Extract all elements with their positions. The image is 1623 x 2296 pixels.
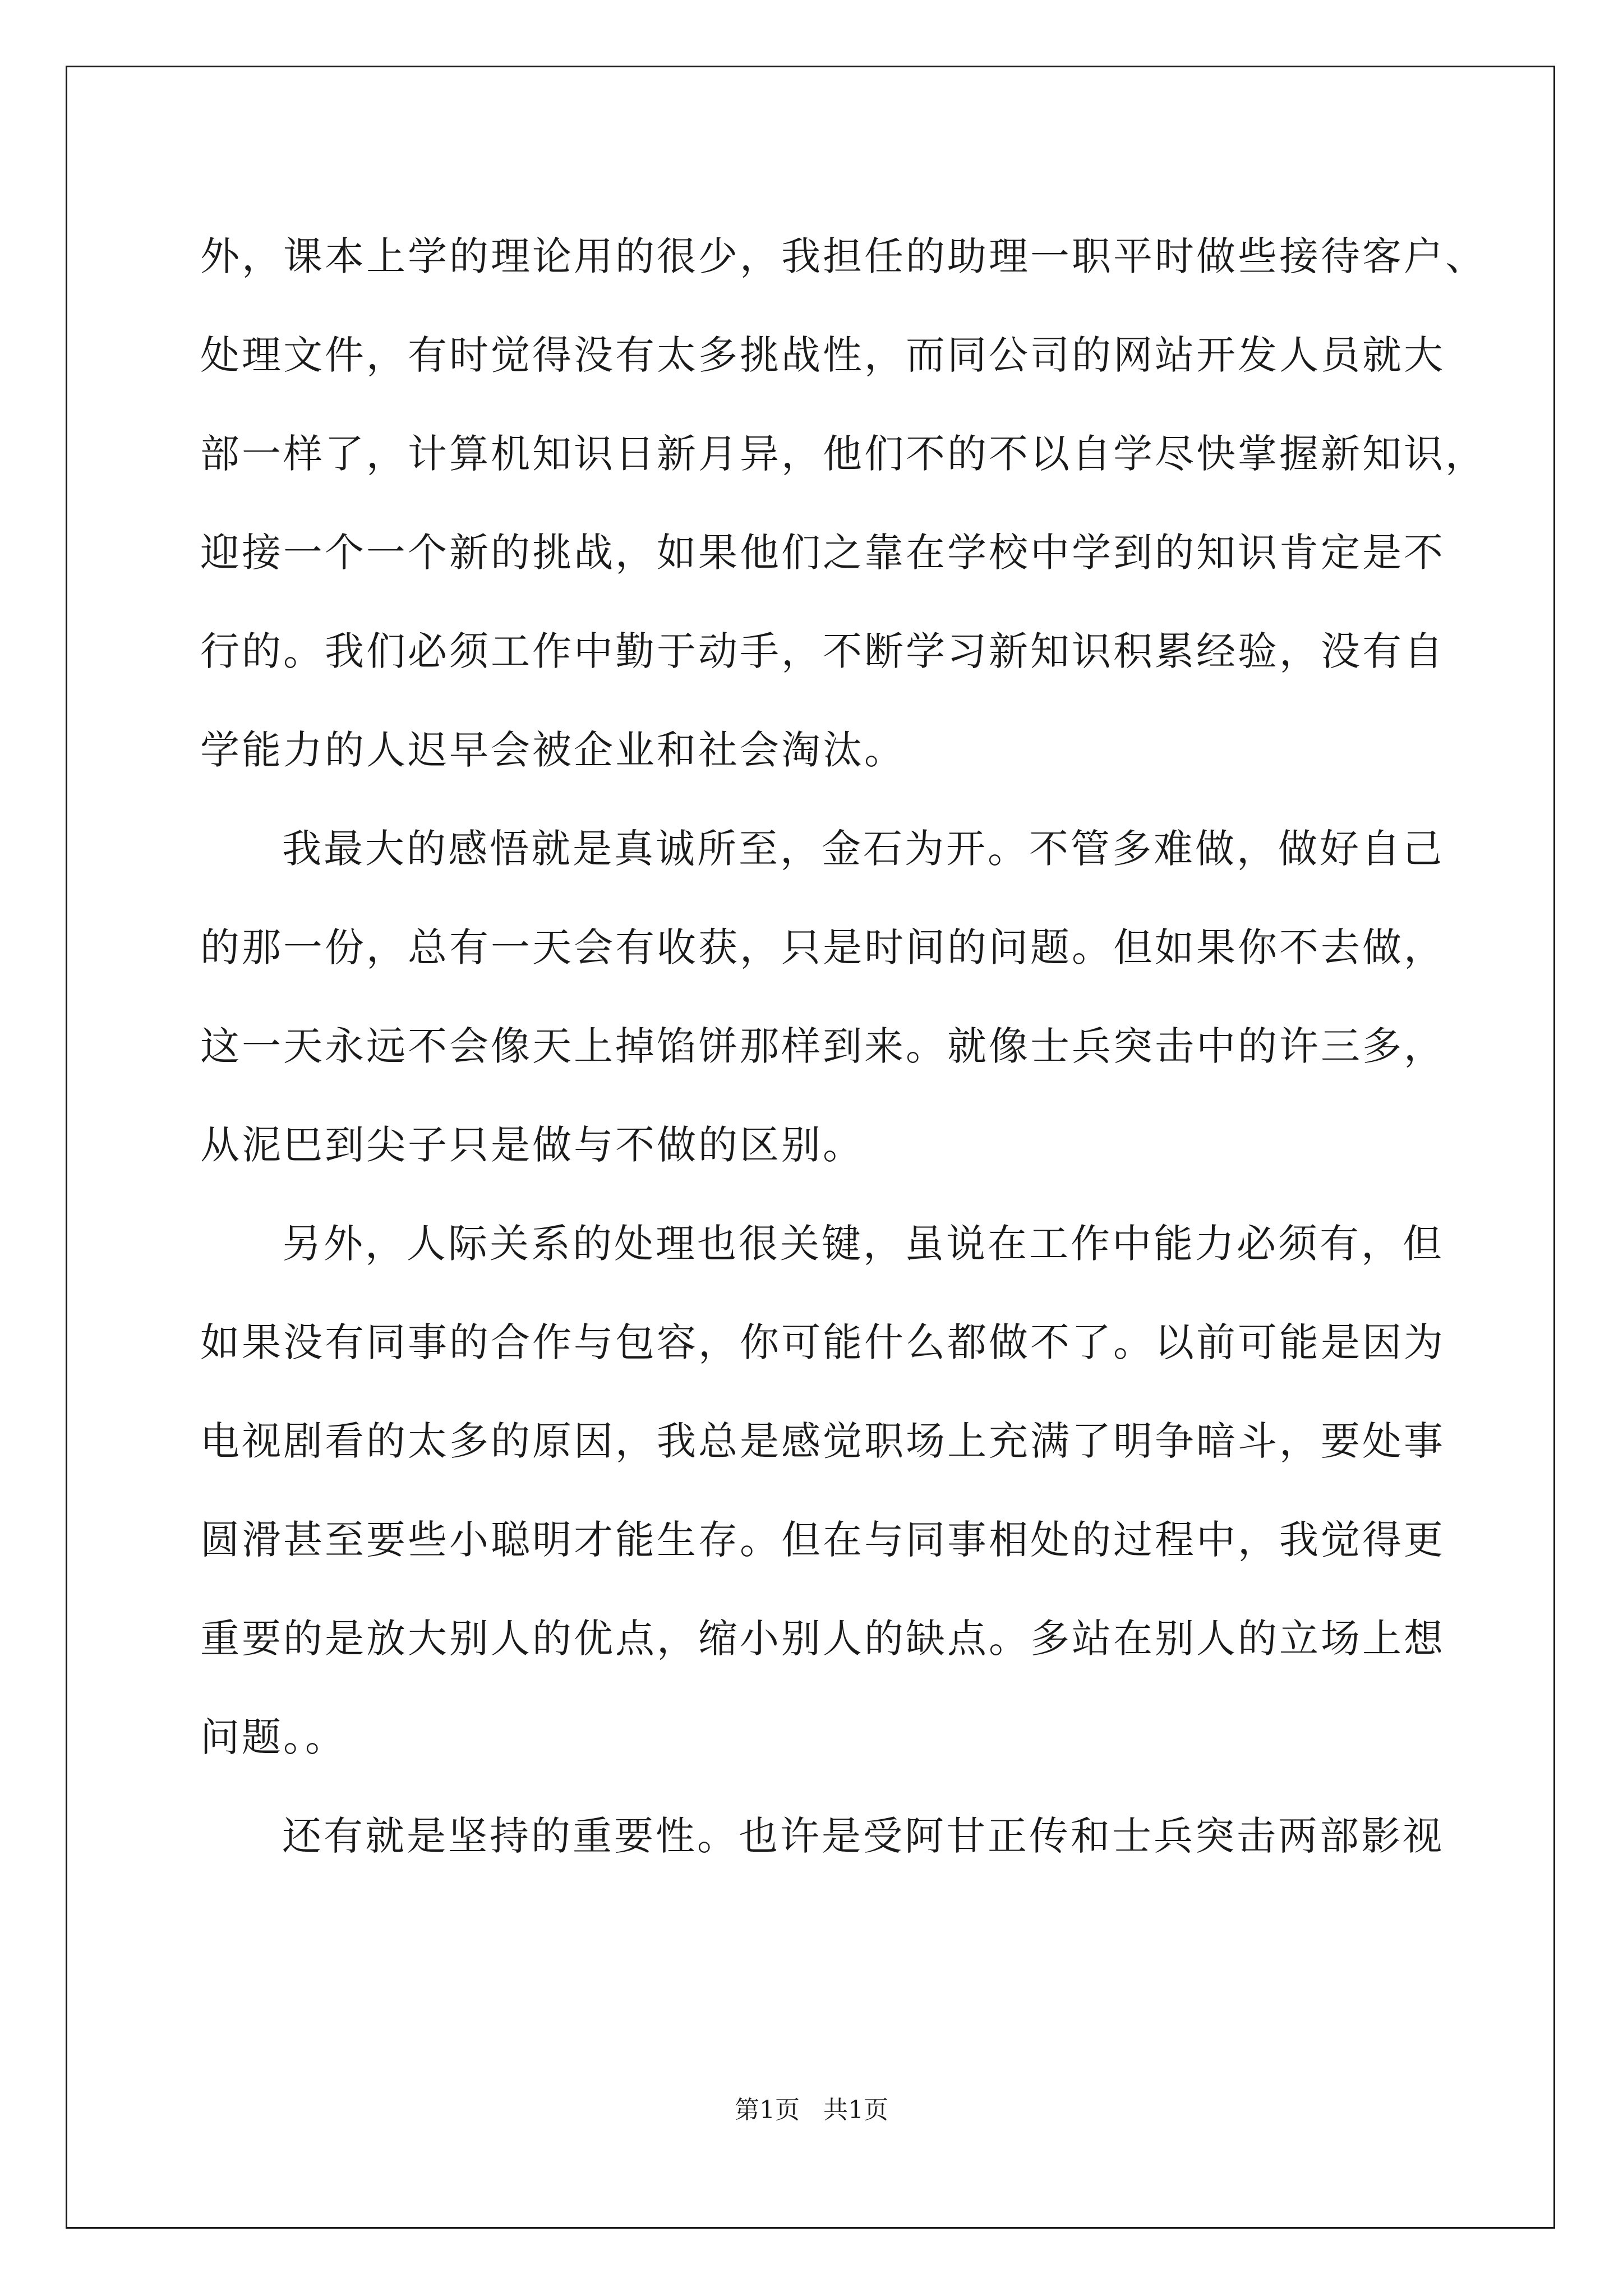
- text-line: 我最大的感悟就是真诚所至，金石为开。不管多难做，做好自己: [282, 826, 1444, 872]
- text-line: 问题。。: [200, 1714, 347, 1760]
- text-line: 另外，人际关系的处理也很关键，虽说在工作中能力必须有，但: [282, 1221, 1444, 1267]
- text-line: 的那一份，总有一天会有收获，只是时间的问题。但如果你不去做，: [200, 924, 1445, 970]
- text-line: 圆滑甚至要些小聪明才能生存。但在与同事相处的过程中，我觉得更: [200, 1517, 1445, 1563]
- text-line: 迎接一个一个新的挑战，如果他们之靠在学校中学到的知识肯定是不: [200, 530, 1445, 576]
- text-line: 从泥巴到尖子只是做与不做的区别。: [200, 1122, 864, 1168]
- text-line: 电视剧看的太多的原因，我总是感觉职场上充满了明争暗斗，要处事: [200, 1418, 1445, 1464]
- text-line: 还有就是坚持的重要性。也许是受阿甘正传和士兵突击两部影视: [282, 1813, 1444, 1859]
- text-line: 行的。我们必须工作中勤于动手，不断学习新知识积累经验，没有自: [200, 628, 1445, 674]
- text-line: 这一天永远不会像天上掉馅饼那样到来。就像士兵突击中的许三多，: [200, 1023, 1445, 1069]
- text-line: 重要的是放大别人的优点，缩小别人的缺点。多站在别人的立场上想: [200, 1616, 1445, 1662]
- page-number-footer: 第1页 共1页: [735, 2096, 888, 2124]
- text-line: 外，课本上学的理论用的很少，我担任的助理一职平时做些接待客户、: [200, 233, 1487, 279]
- text-line: 部一样了，计算机知识日新月异，他们不的不以自学尽快掌握新知识，: [200, 431, 1487, 477]
- text-line: 如果没有同事的合作与包容，你可能什么都做不了。以前可能是因为: [200, 1319, 1445, 1365]
- text-line: 处理文件，有时觉得没有太多挑战性，而同公司的网站开发人员就大: [200, 332, 1445, 378]
- text-line: 学能力的人迟早会被企业和社会淘汰。: [200, 727, 906, 773]
